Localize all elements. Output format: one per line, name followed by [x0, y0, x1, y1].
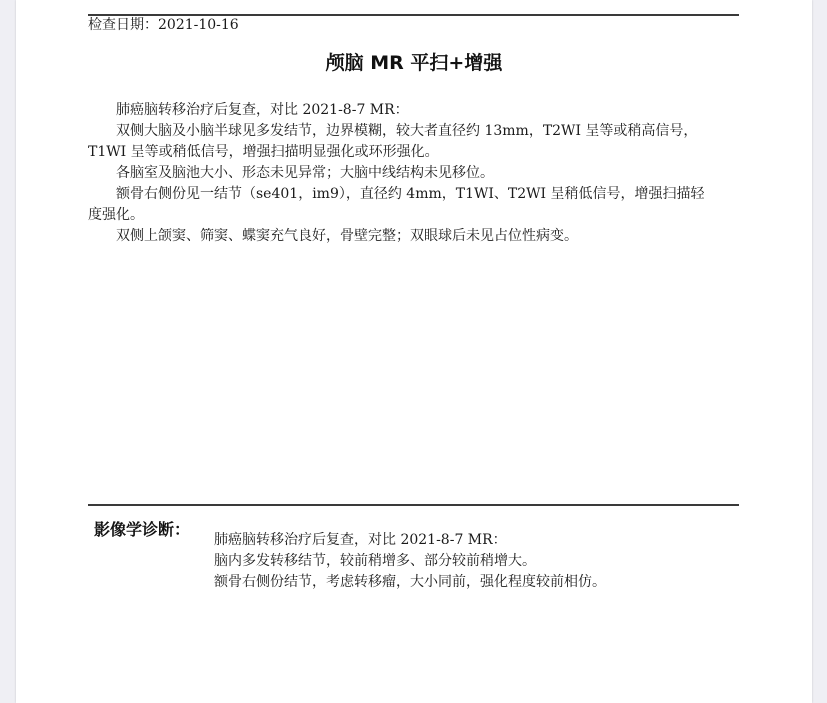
findings-paragraph: 肺癌脑转移治疗后复查，对比 2021-8-7 MR： [116, 102, 409, 118]
exam-date: 检查日期：2021-10-16 [88, 17, 239, 33]
diagnosis-line: 肺癌脑转移治疗后复查，对比 2021-8-7 MR： [214, 532, 507, 548]
findings-paragraph: 双侧大脑及小脑半球见多发结节，边界模糊，较大者直径约 13mm，T2WI 呈等或稍高信号，T1WI 呈等或稍低信号，增强扫描明显强化或环形强化。 [88, 123, 698, 160]
findings-paragraph: 额骨右侧份见一结节（se401，im9），直径约 4mm，T1WI、T2WI 呈稍低信号，增强扫描轻度强化。 [88, 186, 705, 223]
diagnosis-label: 影像学诊断： [94, 520, 191, 539]
findings-section [88, 100, 718, 247]
report-page [16, 0, 812, 703]
diagnosis-line: 脑内多发转移结节，较前稍增多、部分较前稍增大。 [214, 553, 536, 569]
diagnosis-divider [88, 504, 739, 506]
report-title: 颅脑 MR 平扫+增强 [325, 52, 503, 74]
diagnosis-section [214, 530, 734, 593]
diagnosis-line: 额骨右侧份结节，考虑转移瘤，大小同前，强化程度较前相仿。 [214, 574, 606, 590]
findings-paragraph: 双侧上颌窦、筛窦、蝶窦充气良好，骨壁完整；双眼球后未见占位性病变。 [116, 228, 578, 244]
findings-paragraph: 各脑室及脑池大小、形态未见异常；大脑中线结构未见移位。 [116, 165, 494, 181]
